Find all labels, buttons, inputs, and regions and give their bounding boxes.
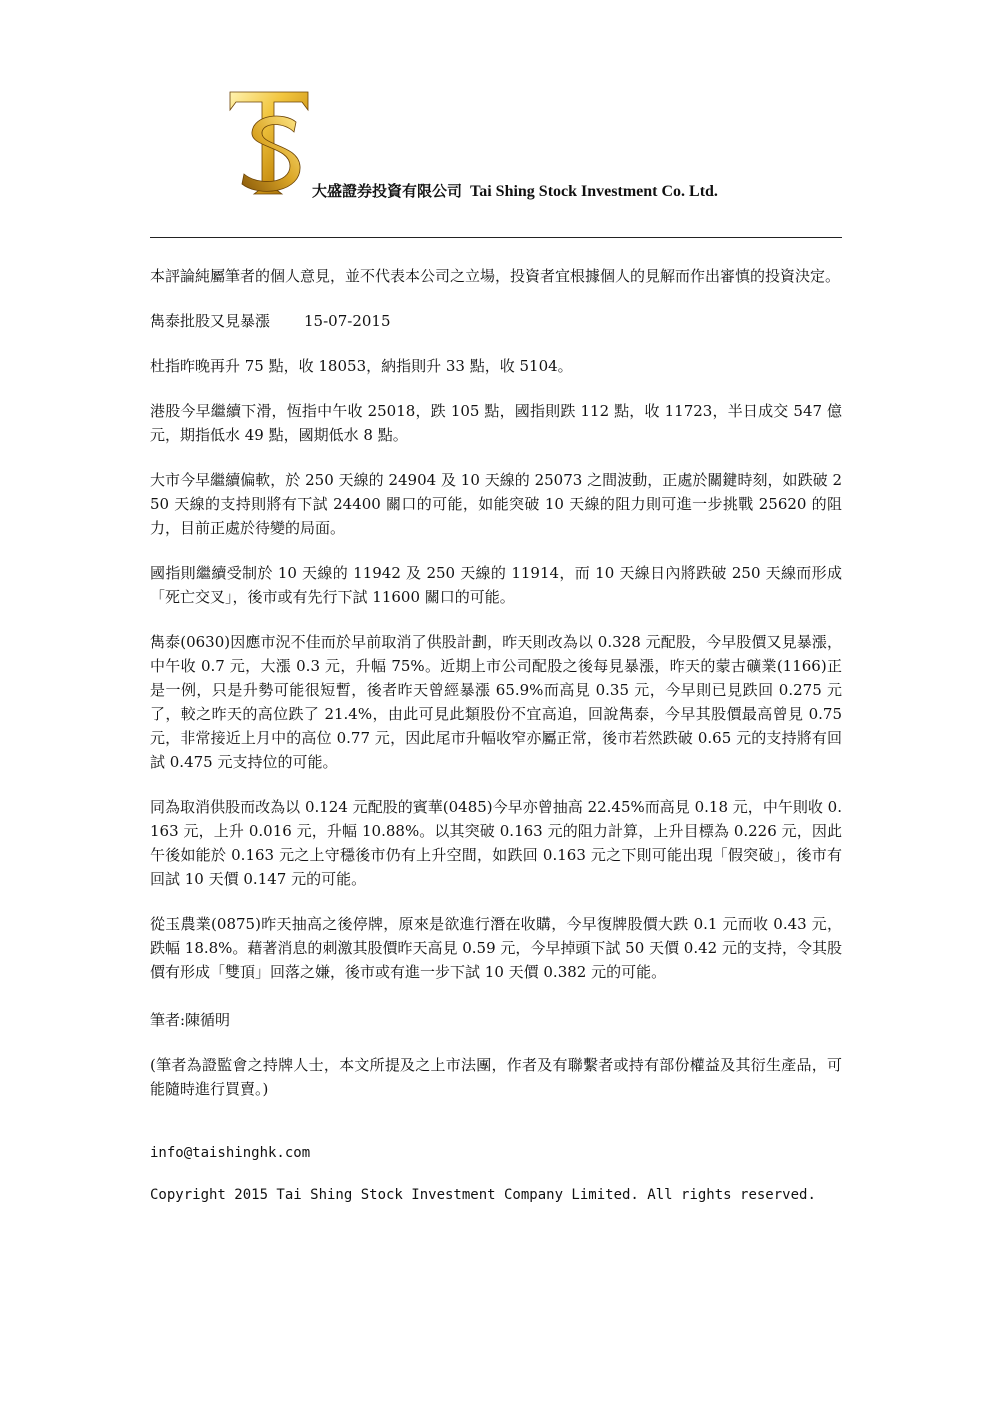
disclaimer: 本評論純屬筆者的個人意見，並不代表本公司之立場，投資者宜根據個人的見解而作出審慎的投資決定。 xyxy=(150,267,841,285)
header-divider xyxy=(150,237,842,238)
contact-email[interactable]: info@taishinghk.com xyxy=(150,1145,311,1161)
company-name-en: Tai Shing Stock Investment Co. Ltd. xyxy=(470,183,718,200)
company-name xyxy=(312,180,718,201)
paragraph-stock-0485: 同為取消供股而改為以 0.124 元配股的賓華(0485)今早亦曾抽高 22.45%而高見 0.18 元，中午則收 0.163 元，上升 0.016 元，升幅 10.88%。以其突破 0.163 元的阻力計算，上升目標為 0.226 元，因此午後如能於 0.163 元之上守穩後市仍有上升空間，如跌回 0.163 元之下則可能出現「假突破」，後市有回試 10 天價 0.147 元的可能。 xyxy=(150,798,842,888)
article-title: 雋泰批股又見暴漲 xyxy=(150,312,271,330)
paragraph-stock-0630: 雋泰(0630)因應市況不佳而於早前取消了供股計劃，昨天則改為以 0.328 元配股，今早股價又見暴漲，中午收 0.7 元，大漲 0.3 元，升幅 75%。近期上市公司配股之後每見暴漲，昨天的蒙古礦業(1166)正是一例，只是升勢可能很短暫，後者昨天曾經暴漲 65.9%而高見 0.35 元，今早則已見跌回 0.275 元了，較之昨天的高位跌了 21.4%，由此可見此類股份不宜高追，回說雋泰，今早其股價最高曾見 0.75 元，非常接近上月中的高位 0.77 元，因此尾市升幅收窄亦屬正常，後市若然跌破 0.65 元的支持將有回試 0.475 元支持位的可能。 xyxy=(150,633,842,771)
author-disclosure: (筆者為證監會之持牌人士，本文所提及之上市法團，作者及有聯繫者或持有部份權益及其衍生產品，可能隨時進行買賣。) xyxy=(150,1056,842,1098)
paragraph-dow: 杜指昨晚再升 75 點，收 18053，納指則升 33 點，收 5104。 xyxy=(150,357,573,375)
paragraph-hscei-analysis: 國指則繼續受制於 10 天線的 11942 及 250 天線的 11914，而 10 天線日內將跌破 250 天線而形成「死亡交叉」，後市或有先行下試 11600 關口的可能。 xyxy=(150,564,842,606)
article-body xyxy=(150,264,842,1221)
paragraph-hsi-analysis: 大市今早繼續偏軟，於 250 天線的 24904 及 10 天線的 25073 之間波動，正處於關鍵時刻，如跌破 250 天線的支持則將有下試 24400 關口的可能，如能突破 10 天線的阻力則可進一步挑戰 25620 的阻力，目前正處於待變的局面。 xyxy=(150,471,842,537)
copyright-notice: Copyright 2015 Tai Shing Stock Investment Company Limited. All rights reserved. xyxy=(150,1187,816,1203)
paragraph-hk-market: 港股今早繼續下滑，恆指中午收 25018，跌 105 點，國指則跌 112 點，收 11723，半日成交 547 億元，期指低水 49 點，國期低水 8 點。 xyxy=(150,402,842,444)
paragraph-stock-0875: 從玉農業(0875)昨天抽高之後停牌，原來是欲進行潛在收購，今早復牌股價大跌 0.1 元而收 0.43 元，跌幅 18.8%。藉著消息的刺激其股價昨天高見 0.59 元，今早掉頭下試 50 天價 0.42 元的支持，令其股價有形成「雙頂」回落之嫌，後市或有進一步下試 10 天價 0.382 元的可能。 xyxy=(150,915,842,981)
company-name-zh: 大盛證券投資有限公司 xyxy=(312,182,463,200)
author-line: 筆者:陳循明 xyxy=(150,1011,231,1029)
company-logo xyxy=(224,88,314,200)
article-date: 15-07-2015 xyxy=(304,312,391,330)
article-heading xyxy=(150,309,842,333)
